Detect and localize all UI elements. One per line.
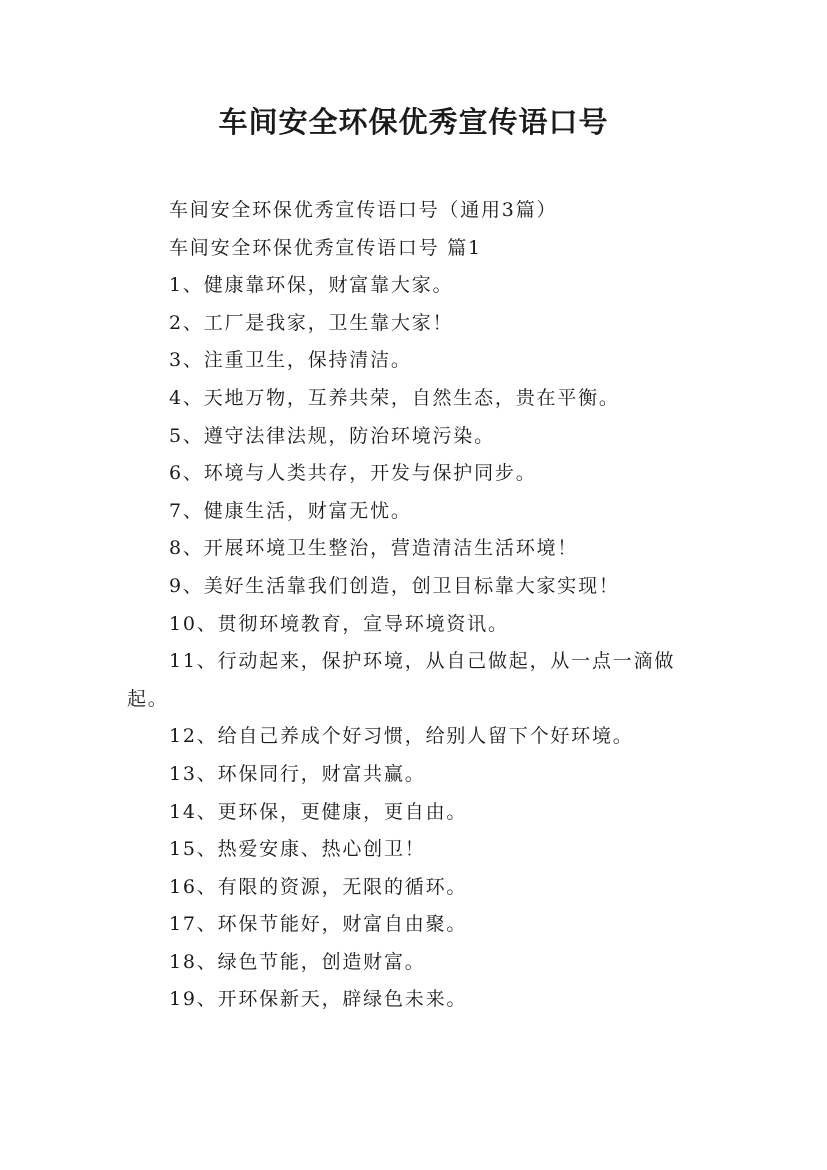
- paragraph-intro: 车间安全环保优秀宣传语口号（通用3篇）: [169, 199, 558, 221]
- slogan-item: 11、行动起来，保护环境，从自己做起，从一点一滴做起。: [127, 650, 676, 710]
- slogan-item: 10、贯彻环境教育，宣导环境资讯。: [169, 612, 509, 635]
- slogan-item: 3、注重卫生，保持清洁。: [169, 349, 412, 372]
- slogan-item: 2、工厂是我家，卫生靠大家！: [169, 311, 454, 334]
- document-body: [127, 192, 707, 1019]
- slogan-item: 14、更环保，更健康，更自由。: [169, 800, 468, 823]
- document-title: 车间安全环保优秀宣传语口号: [218, 105, 609, 139]
- slogan-item: 19、开环保新天，辟绿色未来。: [169, 988, 468, 1011]
- slogan-item: 4、天地万物，互养共荣，自然生态，贵在平衡。: [169, 386, 620, 409]
- slogan-item: 16、有限的资源，无限的循环。: [169, 875, 468, 898]
- slogan-item: 1、健康靠环保，财富靠大家。: [169, 274, 454, 297]
- slogan-item: 18、绿色节能，创造财富。: [169, 950, 426, 973]
- slogan-item: 9、美好生活靠我们创造，创卫目标靠大家实现！: [169, 574, 620, 597]
- slogan-item: 15、热爱安康、热心创卫！: [169, 838, 426, 861]
- paragraph-section-heading: 车间安全环保优秀宣传语口号 篇1: [169, 236, 482, 259]
- slogan-item: 13、环保同行，财富共赢。: [169, 762, 426, 785]
- slogan-item: 12、给自己养成个好习惯，给别人留下个好环境。: [169, 725, 634, 748]
- slogan-item: 7、健康生活，财富无忧。: [169, 499, 412, 522]
- slogan-item: 8、开展环境卫生整治，营造清洁生活环境！: [169, 537, 579, 560]
- slogan-item: 6、环境与人类共存，开发与保护同步。: [169, 462, 537, 485]
- slogan-item: 5、遵守法律法规，防治环境污染。: [169, 424, 495, 447]
- slogan-item: 17、环保节能好，财富自由聚。: [169, 913, 468, 936]
